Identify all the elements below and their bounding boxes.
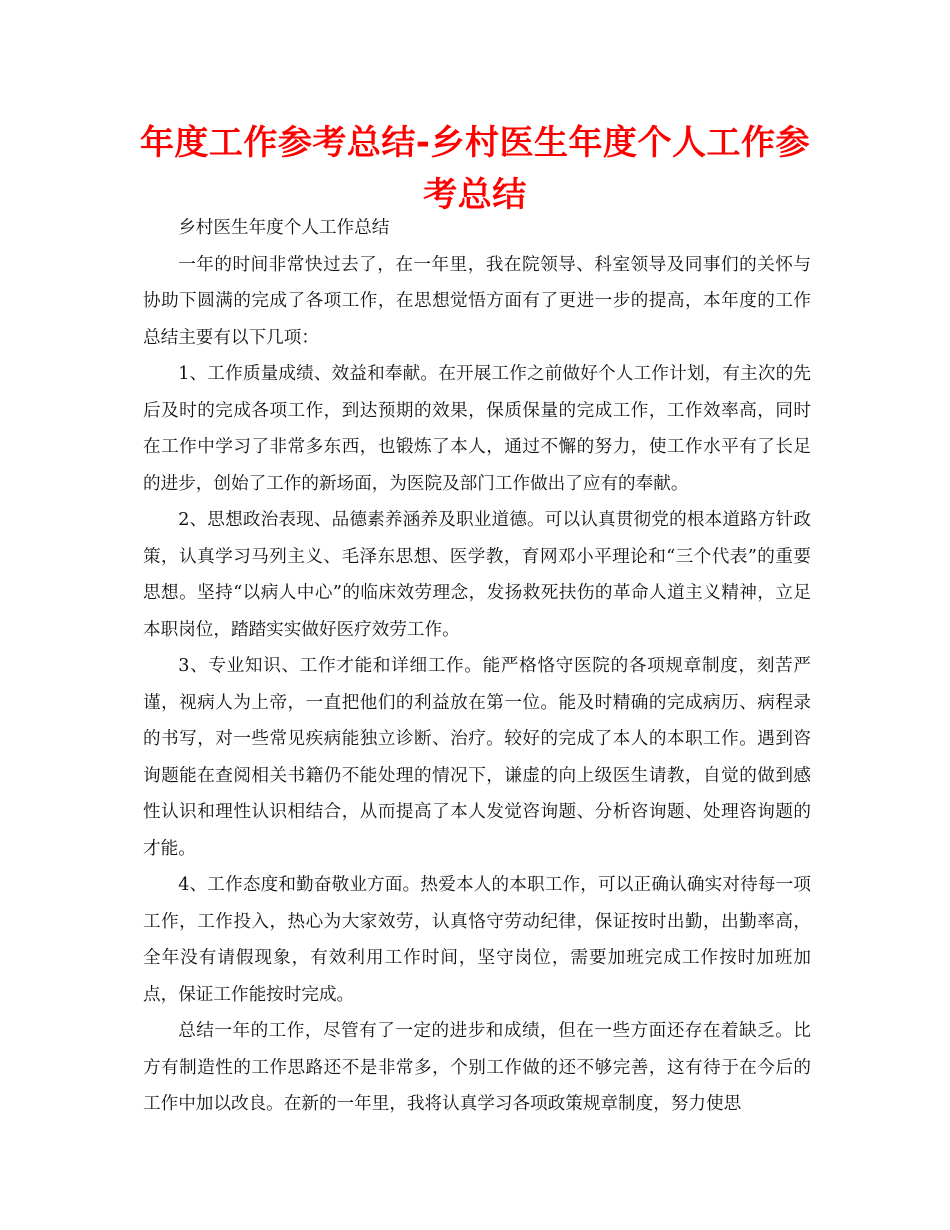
document-subtitle: 乡村医生年度个人工作总结: [178, 218, 390, 238]
paragraph-political-ethics: 2、思想政治表现、品德素养涵养及职业道德。可以认真贯彻党的根本道路方针政策，认真学习马列主义、毛泽东思想、医学教，育网邓小平理论和“三个代表”的重要思想。坚持“以病人中心”的临床效劳理念，发扬救死扶伤的革命人道主义精神，立足本职岗位，踏踏实实做好医疗效劳工作。: [143, 510, 811, 640]
paragraph-work-quality: 1、工作质量成绩、效益和奉献。在开展工作之前做好个人工作计划，有主次的先后及时的完成各项工作，到达预期的效果，保质保量的完成工作，工作效率高，同时在工作中学习了非常多东西，也锻炼了本人，通过不懈的努力，使工作水平有了长足的进步，创始了工作的新场面，为医院及部门工作做出了应有的奉献。: [143, 364, 811, 494]
paragraph-summary: 总结一年的工作，尽管有了一定的进步和成绩，但在一些方面还存在着缺乏。比方有制造性的工作思路还不是非常多，个别工作做的还不够完善，这有待于在今后的工作中加以改良。在新的一年里，我将认真学习各项政策规章制度，努力使思: [143, 1021, 811, 1114]
paragraph-work-attitude: 4、工作态度和勤奋敬业方面。热爱本人的本职工作，可以正确认确实对待每一项工作，工作投入，热心为大家效劳，认真恪守劳动纪律，保证按时出勤，出勤率高，全年没有请假现象，有效利用工作时间，坚守岗位，需要加班完成工作按时加班加点，保证工作能按时完成。: [143, 875, 811, 1005]
document-title: 年度工作参考总结-乡村医生年度个人工作参考总结: [139, 123, 811, 215]
document-body: [143, 210, 811, 1123]
paragraph-intro: 一年的时间非常快过去了，在一年里，我在院领导、科室领导及同事们的关怀与协助下圆满的完成了各项工作，在思想觉悟方面有了更进一步的提高，本年度的工作总结主要有以下几项：: [143, 254, 811, 348]
paragraph-professional-skills: 3、专业知识、工作才能和详细工作。能严格恪守医院的各项规章制度，刻苦严谨，视病人为上帝，一直把他们的利益放在第一位。能及时精确的完成病历、病程录的书写，对一些常见疾病能独立诊断、治疗。较好的完成了本人的本职工作。遇到咨询题能在查阅相关书籍仍不能处理的情况下，谦虚的向上级医生请教，自觉的做到感性认识和理性认识相结合，从而提高了本人发觉咨询题、分析咨询题、处理咨询题的才能。: [143, 656, 811, 859]
